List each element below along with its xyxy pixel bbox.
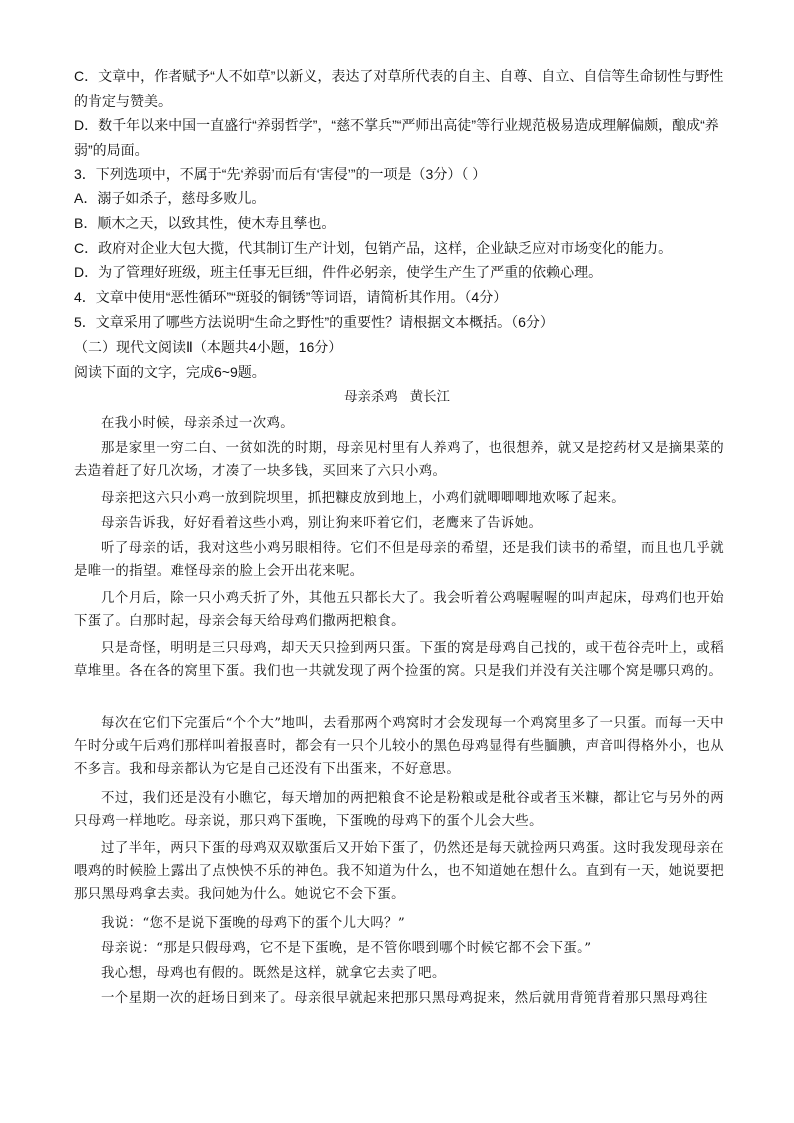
option-c: C．文章中，作者赋予“人不如草”以新义，表达了对草所代表的自主、自尊、自立、自信等生命韧性与野性的肯定与赞美。	[74, 68, 724, 109]
reading-instruction: 阅读下面的文字，完成6~9题。	[74, 364, 266, 380]
article-paragraph: 母亲说：“那是只假母鸡，它不是下蛋晚，是不管你喂到哪个时候它都不会下蛋。”	[101, 941, 592, 956]
article-paragraph: 那是家里一穷二白、一贫如洗的时期，母亲见村里有人养鸡了，也很想养，就又是挖药材又是摘果菜的去造着赶了好几次场，才凑了一块多钱，买回来了六只小鸡。	[74, 441, 724, 479]
article-paragraph: 几个月后，除一只小鸡夭折了外，其他五只都长大了。我会听着公鸡喔喔喔的叫声起床，母鸡们也开始下蛋了。白那时起，母亲会每天给母鸡们撒两把粮食。	[74, 591, 724, 629]
article-heading	[0, 388, 794, 408]
article-paragraph: 不过，我们还是没有小瞧它，每天增加的两把粮食不论是粉粮或是秕谷或者玉米糠，都让它与另外的两只母鸡一样地吃。母亲说，那只鸡下蛋晚，下蛋晚的母鸡下的蛋个儿会大些。	[74, 791, 724, 829]
article-paragraph: 过了半年，两只下蛋的母鸡双双歇蛋后又开始下蛋了，仍然还是每天就捡两只鸡蛋。这时我发现母亲在喂鸡的时候脸上露出了点怏怏不乐的神色。我不知道为什么，也不知道她在想什么。直到有一天，她说要把那只黑母鸡拿去卖。我问她为什么。她说它不会下蛋。	[74, 841, 724, 902]
question-3-option-c: C．政府对企业大包大揽，代其制订生产计划，包销产品，这样，企业缺乏应对市场变化的能力。	[74, 240, 673, 256]
question-4: 4．文章中使用“恶性循环”“斑驳的铜锈”等词语，请简析其作用。（4分）	[74, 289, 508, 305]
question-3-option-a: A．溺子如杀子，慈母多败儿。	[74, 190, 266, 206]
article-paragraph: 母亲把这六只小鸡一放到院坝里，抓把糠皮放到地上，小鸡们就唧唧唧地欢啄了起来。	[101, 491, 626, 506]
article-paragraph: 一个星期一次的赶场日到来了。母亲很早就起来把那只黑母鸡捉来，然后就用背篼背着那只黑母鸡往	[101, 991, 708, 1006]
article-paragraph: 我心想，母鸡也有假的。既然是这样，就拿它去卖了吧。	[101, 966, 446, 981]
article-author: 黄长江	[409, 390, 450, 405]
article-paragraph: 母亲告诉我，好好看着这些小鸡，别让狗来吓着它们，老鹰来了告诉她。	[101, 516, 543, 531]
article-paragraph: 只是奇怪，明明是三只母鸡，却天天只捡到两只蛋。下蛋的窝是母鸡自己找的，或干苞谷壳叶上，或稻草堆里。各在各的窝里下蛋。我们也一共就发现了两个捡蛋的窝。只是我们并没有关注哪个窝是哪只鸡的。	[74, 641, 724, 679]
article-paragraph: 听了母亲的话，我对这些小鸡另眼相待。它们不但是母亲的希望，还是我们读书的希望，而且也几乎就是唯一的指望。难怪母亲的脸上会开出花来呢。	[74, 541, 724, 579]
article-paragraph: 我说：“您不是说下蛋晚的母鸡下的蛋个儿大吗？”	[101, 916, 406, 931]
article-paragraph: 在我小时候，母亲杀过一次鸡。	[101, 416, 295, 431]
question-3-option-b: B．顺木之天，以致其性，使木寿且孳也。	[74, 215, 336, 231]
section-heading: （二）现代文阅读Ⅱ（本题共4小题，16分）	[74, 339, 343, 355]
question-5: 5．文章采用了哪些方法说明“生命之野性”的重要性？请根据文本概括。（6分）	[74, 314, 554, 330]
question-3-option-d: D．为了管理好班级，班主任事无巨细，件件必躬亲，使学生产生了严重的依赖心理。	[74, 264, 603, 280]
question-3: 3．下列选项中，不属于“先‘养弱’而后有‘害侵’”的一项是（3分）（ ）	[74, 166, 487, 182]
option-d: D．数千年以来中国一直盛行“养弱哲学”，“慈不掌兵”“严师出高徒”等行业规范极易造成理解偏颇，酿成“养弱”的局面。	[74, 117, 719, 158]
article-title: 母亲杀鸡	[344, 390, 398, 405]
article-paragraph: 每次在它们下完蛋后“个个大”地叫，去看那两个鸡窝时才会发现每一个鸡窝里多了一只蛋。而每一天中午时分或午后鸡们那样叫着报喜时，都会有一只个儿较小的黑色母鸡显得有些腼腆，声音叫得格外小，也从不多言。我和母亲都认为它是自己还没有下出蛋来，不好意思。	[74, 716, 724, 777]
